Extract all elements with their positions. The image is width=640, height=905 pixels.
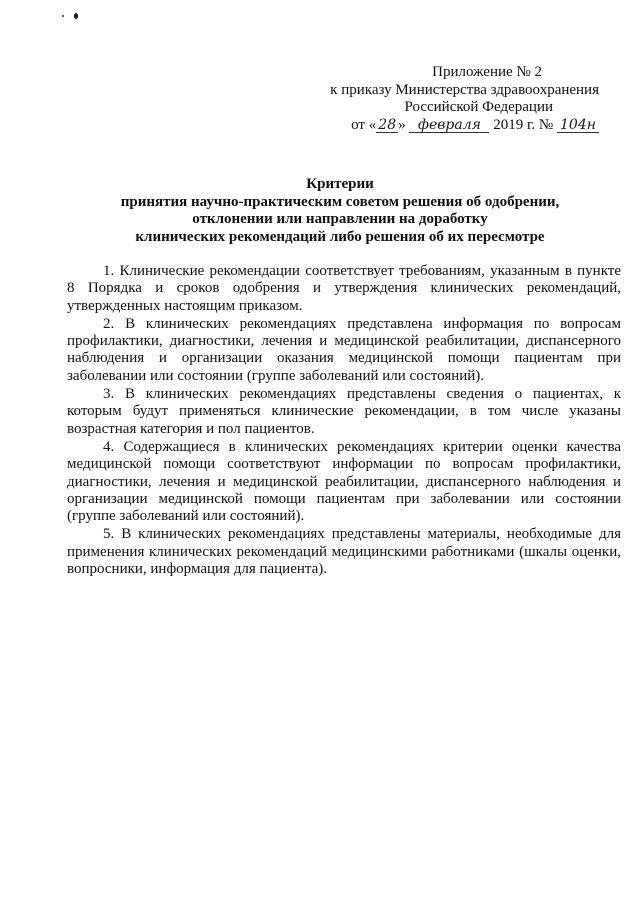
appendix-number: Приложение № 2 [432, 64, 542, 80]
scan-specks [60, 10, 90, 24]
title-line-1: Критерии [306, 176, 374, 192]
criteria-list [67, 263, 621, 579]
criterion-item: 5. В клинических рекомендациях представлены материалы, необходимые для применения клинических рекомендаций медицинскими работниками (шкалы оценки, вопросники, информация для пациента). [67, 526, 621, 578]
criterion-item: 2. В клинических рекомендациях представлена информация по вопросам профилактики, диагностики, лечения и медицинской реабилитации, диспансерного наблюдения и организации оказания медицинской помощи пациентам при заболевании или состоянии (группе заболеваний или состояний). [67, 315, 621, 384]
document-title [60, 176, 620, 246]
criterion-item: 3. В клинических рекомендациях представлены сведения о пациентах, к которым будут применяться клинические рекомендации, в том числе указаны возрастная категория и пол пациентов. [67, 386, 621, 437]
title-line-2: принятия научно-практическим советом решения об одобрении, [120, 193, 560, 210]
handwritten-day: 28 [376, 118, 398, 133]
appendix-header [299, 64, 599, 134]
title-line-3: отклонении или направлении на доработку [192, 211, 488, 227]
criterion-item: 1. Клинические рекомендации соответствует требованиям, указанным в пункте 8 Порядка и сроков одобрения и утверждения клинических рекомендаций, утвержденных настоящим приказом. [67, 263, 621, 314]
handwritten-month: февраля [409, 118, 489, 133]
ministry-country: Российской Федерации [404, 99, 553, 115]
title-line-4: клинических рекомендаций либо решения об их пересмотре [135, 228, 545, 245]
date-prefix: от « [351, 116, 377, 133]
date-mid: » [398, 116, 406, 133]
order-reference: к приказу Министерства здравоохранения [330, 81, 599, 98]
order-date-number [299, 117, 599, 135]
criterion-item: 4. Содержащиеся в клинических рекомендациях критерии оценки качества медицинской помощи соответствуют информации по вопросам профилактики, диагностики, лечения и медицинской реабилитации, диспансерного наблюдения и организации медицинской помощи пациентам при заболевании или состоянии (группе заболеваний или состояний). [67, 438, 621, 525]
year-number-label: 2019 г. № [493, 116, 554, 133]
handwritten-order-number: 104н [557, 118, 599, 133]
